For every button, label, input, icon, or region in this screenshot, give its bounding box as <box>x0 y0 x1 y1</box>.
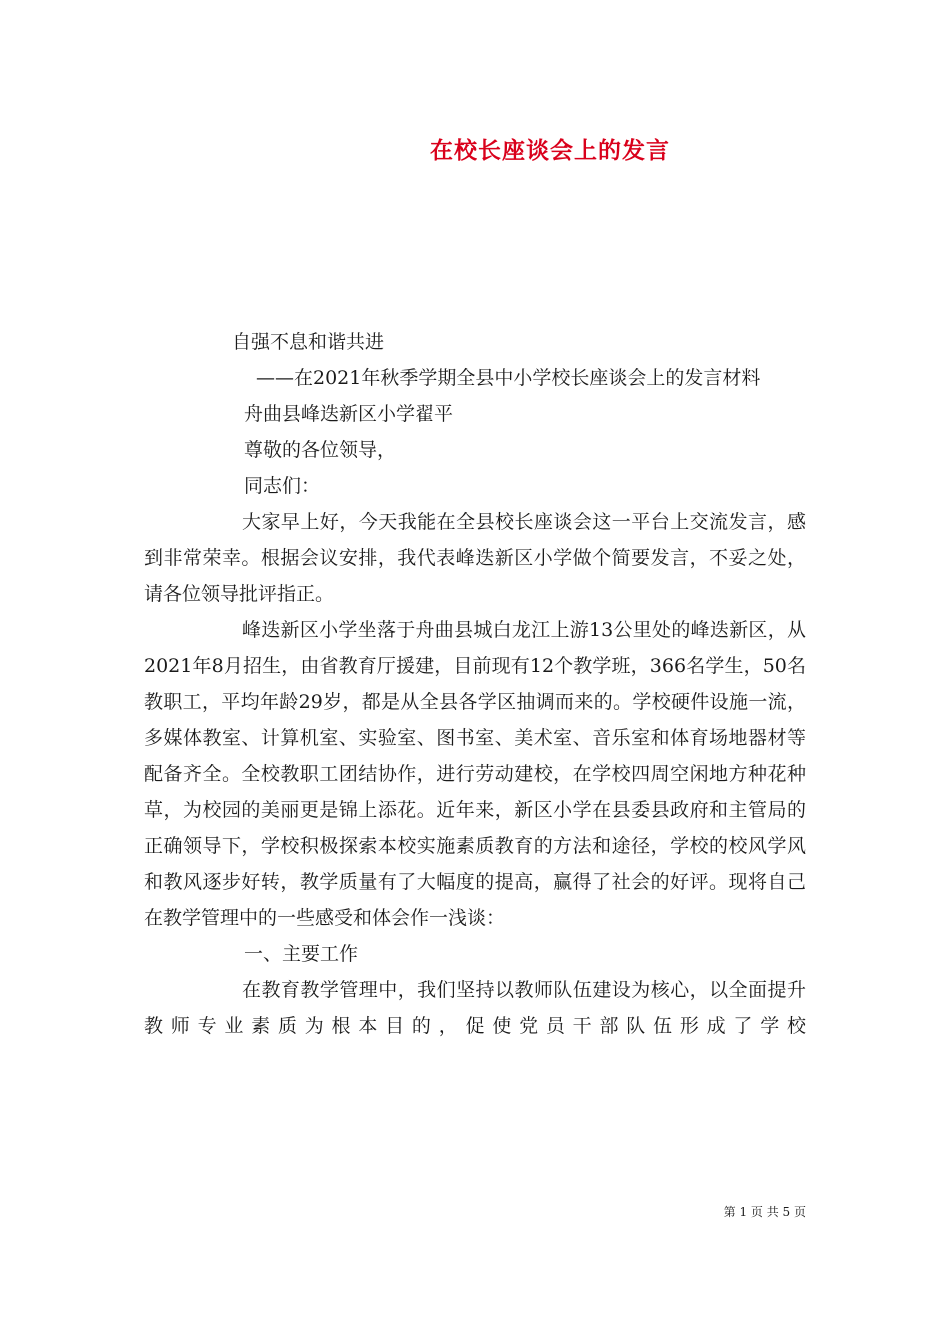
paragraph-salutation-2: 同志们： <box>244 475 321 497</box>
paragraph-subtitle: 自强不息和谐共进 <box>232 331 385 353</box>
paragraph-author: 舟曲县峰迭新区小学翟平 <box>244 403 454 425</box>
section-heading: 一、主要工作 <box>244 943 359 965</box>
paragraph-school-intro: 峰迭新区小学坐落于舟曲县城白龙江上游13公里处的峰迭新区，从2021年8月招生，由省教育厅援建，目前现有12个教学班，366名学生，50名教职工，平均年龄29岁，都是从全县各学区抽调而来的。学校硬件设施一流，多媒体教室、计算机室、实验室、图书室、美术室、音乐室和体育场地器材等配备齐全。全校教职工团结协作，进行劳动建校，在学校四周空闲地方种花种草，为校园的美丽更是锦上添花。近年来，新区小学在县委县政府和主管局的正确领导下，学校积极探索本校实施素质教育的方法和途径，学校的校风学风和教风逐步好转，教学质量有了大幅度的提高，赢得了社会的好评。现将自己在教学管理中的一些感受和体会作一浅谈： <box>144 619 806 929</box>
paragraph-main-work: 在教育教学管理中，我们坚持以教师队伍建设为核心，以全面提升教师专业素质为根本目的，促使党员干部队伍形成了学校 <box>144 979 806 1037</box>
paragraph-subtitle-note: ——在2021年秋季学期全县中小学校长座谈会上的发言材料 <box>256 367 761 389</box>
paragraph-opening: 大家早上好，今天我能在全县校长座谈会这一平台上交流发言，感到非常荣幸。根据会议安排，我代表峰迭新区小学做个简要发言，不妥之处，请各位领导批评指正。 <box>144 511 806 605</box>
paragraph-salutation: 尊敬的各位领导， <box>244 439 397 461</box>
page-number: 第 1 页 共 5 页 <box>723 1205 806 1219</box>
document-body <box>144 324 806 1044</box>
document-title: 在校长座谈会上的发言 <box>430 137 670 164</box>
